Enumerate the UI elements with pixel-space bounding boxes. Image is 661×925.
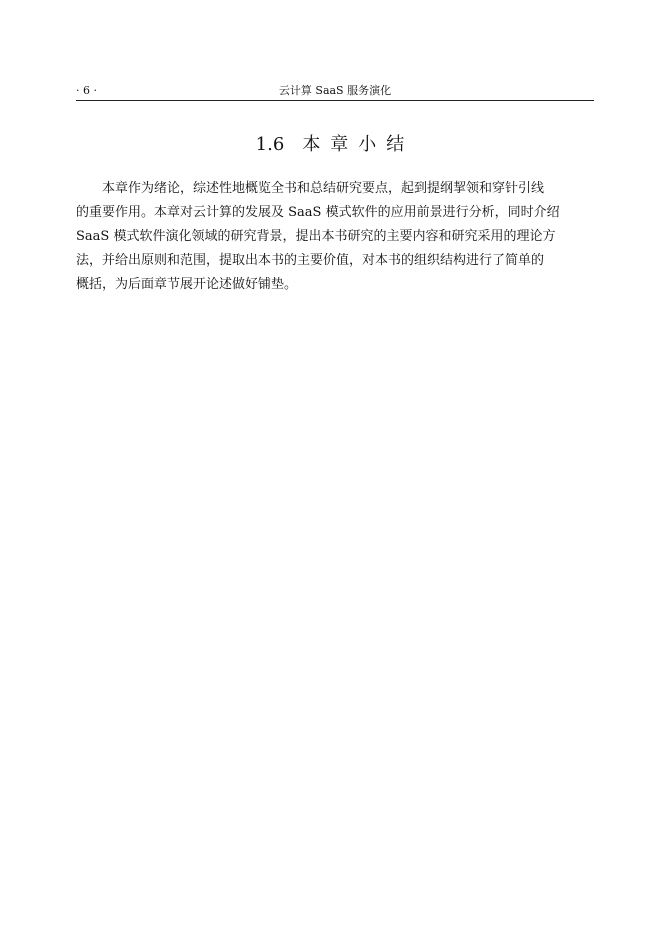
paragraph-line: 的重要作用。本章对云计算的发展及 SaaS 模式软件的应用前景进行分析，同时介绍 [76, 205, 560, 220]
section-title: 本章小结 [302, 134, 415, 155]
section-heading [76, 132, 594, 158]
chapter-summary-paragraph [76, 177, 594, 297]
paragraph-line: SaaS 模式软件演化领域的研究背景，提出本书研究的主要内容和研究采用的理论方 [76, 229, 556, 244]
book-title: 云计算 SaaS 服务演化 [278, 84, 392, 97]
running-header [76, 82, 594, 101]
page-number: · 6 · [76, 84, 97, 97]
paragraph-line: 本章作为绪论，综述性地概览全书和总结研究要点，起到提纲挈领和穿针引线 [102, 181, 545, 196]
paragraph-line: 法，并给出原则和范围，提取出本书的主要价值，对本书的组织结构进行了简单的 [76, 253, 545, 268]
paragraph-line: 概括，为后面章节展开论述做好铺垫。 [76, 277, 298, 292]
section-number: 1.6 [255, 134, 285, 155]
